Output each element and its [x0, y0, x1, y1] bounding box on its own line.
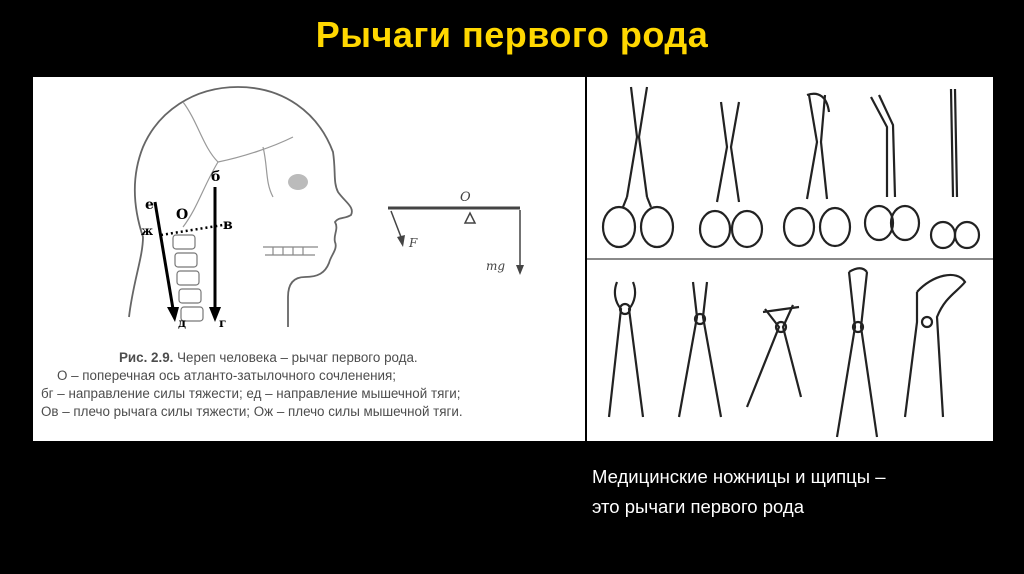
scissors-icon	[784, 94, 850, 246]
body-text	[592, 462, 992, 522]
caption-line3: бг – направление силы тяжести; ед – направление мышечной тяги;	[41, 386, 461, 401]
forceps-icon	[679, 282, 721, 417]
scissors-icon	[700, 102, 762, 247]
muscle-force-arrow	[155, 202, 173, 309]
beam-label-o: O	[460, 190, 471, 205]
forceps-icon	[747, 305, 801, 407]
skull-lever-illustration	[33, 77, 585, 347]
caption-line1: Череп человека – рычаг первого рода.	[177, 350, 418, 365]
slide-title: Рычаги первого рода	[315, 14, 709, 55]
beam-label-mg: mg	[486, 259, 506, 273]
scissors-icon	[931, 89, 979, 248]
beam-label-f: F	[409, 236, 418, 250]
head-outline	[129, 87, 352, 327]
label-e: е	[145, 197, 154, 213]
forceps-icon	[905, 275, 965, 417]
body-text-line1: Медицинские ножницы и щипцы –	[592, 466, 886, 487]
caption-fig-label: Рис. 2.9.	[119, 350, 174, 365]
skull-lever-figure	[33, 77, 585, 441]
label-d: д	[178, 316, 186, 330]
caption-line4: Ов – плечо рычага силы тяжести; Ож – плечо силы мышечной тяги.	[41, 404, 463, 419]
body-text-line2: это рычаги первого рода	[592, 496, 804, 517]
label-o: О	[176, 207, 189, 223]
label-v: в	[223, 217, 233, 233]
label-b: б	[211, 169, 221, 185]
scissors-icon	[865, 95, 919, 240]
medical-instruments-figure	[587, 77, 993, 441]
instruments-illustration	[587, 77, 993, 441]
figure-caption	[41, 349, 581, 421]
forceps-icon	[609, 282, 643, 417]
forceps-icon	[837, 268, 877, 437]
label-zh: ж	[141, 224, 154, 238]
label-g: г	[219, 316, 227, 330]
caption-line2: О – поперечная ось атланто-затылочного сочленения;	[57, 368, 396, 383]
beam-lever-diagram	[388, 190, 524, 275]
scissors-icon	[603, 87, 673, 247]
